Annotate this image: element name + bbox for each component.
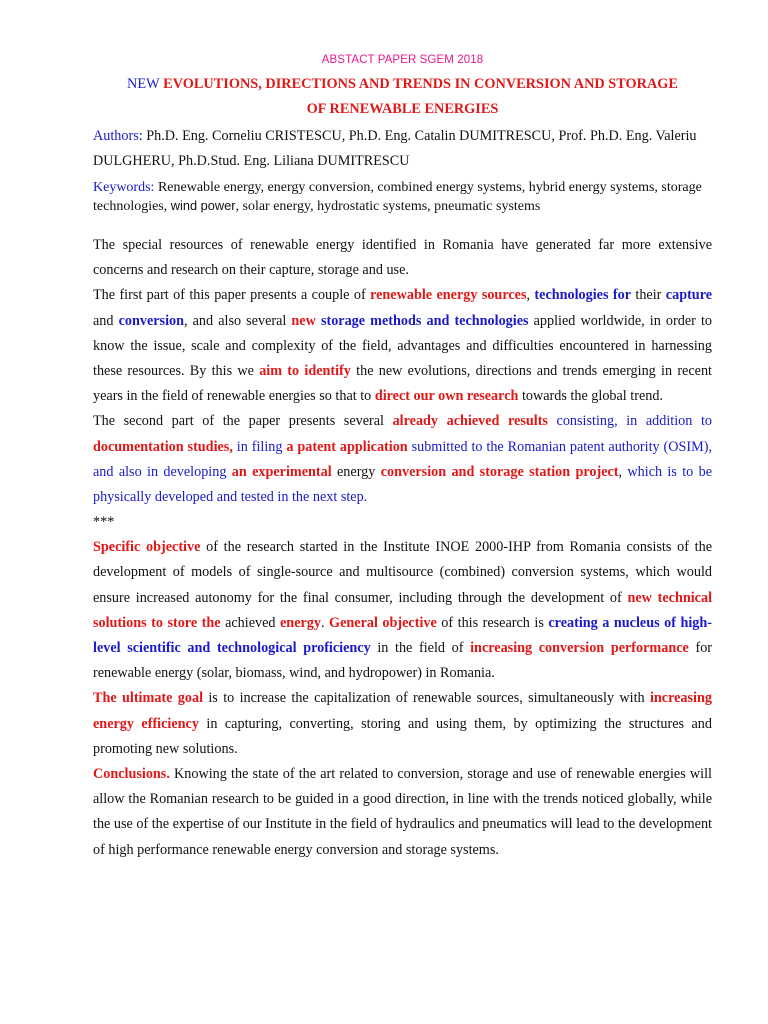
p4-highlight-red: increasing conversion performance	[470, 640, 689, 657]
keywords-text-b: , solar energy, hydrostatic systems, pneumatic systems	[235, 199, 541, 214]
abstract-label: ABSTACT PAPER SGEM 2018	[321, 54, 484, 66]
p2-text: ,	[526, 287, 535, 304]
p5-highlight-red: increasing energy efficiency	[93, 690, 712, 732]
p5-text: is to increase the capitalization of renewable sources, simultaneously with	[203, 690, 650, 707]
p4-text: .	[320, 614, 330, 631]
p2-highlight-blue: conversion	[118, 312, 184, 329]
p4-highlight-blue: creating a nucleus of high-level scientific and technological proficiency	[93, 614, 712, 657]
keywords-label: Keywords:	[93, 180, 155, 195]
title-line2: OF RENEWABLE ENERGIES	[306, 101, 499, 117]
p3-highlight-red: conversion and storage station project	[380, 463, 619, 480]
paragraph-2	[93, 283, 712, 409]
paragraph-6	[93, 762, 712, 863]
paragraph-1: The special resources of renewable energy identified in Romania have generated far more extensive concerns and research on their capture, storage and use.	[93, 237, 712, 279]
keywords-text-sans: wind power	[170, 198, 236, 213]
p2-highlight-red: renewable energy sources	[370, 287, 527, 304]
p2-highlight-red: aim to identify	[259, 363, 351, 380]
p4-highlight-red: Specific objective	[93, 539, 201, 556]
p3-highlight-red: already achieved results	[392, 413, 548, 430]
title-line1-rest: EVOLUTIONS, DIRECTIONS AND TRENDS IN CONVERSION AND STORAGE	[159, 76, 678, 92]
p3-text-blue: submitted to the Romanian patent authority (OSIM), and also in developing	[93, 438, 713, 480]
p2-highlight-red: new	[291, 312, 316, 329]
p6-text: Knowing the state of the art related to conversion, storage and use of renewable energies will allow the Romanian research to be guided in a good direction, in line with the trends noticed globally, while the use of the expertise of our Institute in the field of hydraulics and pneumatics will lead to the development of high performance renewable energy conversion and storage systems.	[93, 766, 712, 858]
title-first-word: NEW	[127, 76, 160, 92]
p2-highlight-red: direct our own research	[374, 388, 519, 405]
p2-text: and	[93, 312, 119, 329]
authors-label: Authors	[93, 128, 139, 144]
p5-highlight-red: The ultimate goal	[93, 690, 204, 707]
p6-highlight-red: Conclusions.	[93, 766, 170, 783]
p4-text: achieved	[220, 614, 280, 631]
p3-text: ,	[618, 463, 623, 480]
p4-text: for renewable energy (solar, biomass, wind, and hydropower) in Romania.	[93, 640, 713, 682]
section-separator: ***	[93, 514, 115, 531]
p2-highlight-blue: storage methods and technologies	[320, 312, 529, 329]
p2-text: , and also several	[184, 312, 292, 329]
p2-text: the new evolutions, directions and trends emerging in recent years in the field of renewable energies so that to	[93, 363, 712, 405]
p4-text: in the field of	[370, 640, 471, 657]
p4-highlight-red: energy	[280, 614, 321, 631]
p2-text: towards the global trend.	[518, 388, 663, 405]
authors-line	[93, 124, 712, 174]
p2-text: their	[631, 287, 666, 304]
p3-text-blue: in filing	[232, 438, 287, 455]
p2-text: applied worldwide, in order to know the issue, scale and complexity of the field, advantages and difficulties encountered in harnessing these resources. By this we	[93, 312, 712, 380]
p3-text-blue: which is to be physically developed and tested in the next step.	[93, 463, 712, 506]
p3-text: The second part of the paper presents several	[93, 413, 393, 430]
paper-title	[93, 72, 712, 122]
p3-highlight-red: a patent application	[286, 438, 408, 455]
p3-text: energy	[331, 463, 381, 480]
abstract-body	[93, 233, 712, 863]
p4-text: of this research is	[436, 614, 549, 631]
paragraph-3	[93, 409, 712, 510]
document-page	[93, 50, 712, 863]
p5-text: in capturing, converting, storing and using them, by optimizing the structures and promoting new solutions.	[93, 715, 712, 757]
p4-highlight-red: new technical solutions to store the	[93, 589, 713, 631]
keywords-line	[93, 179, 712, 216]
p2-text: The first part of this paper presents a couple of	[93, 287, 371, 304]
p2-highlight-blue: technologies for	[534, 287, 632, 304]
p3-text-blue: consisting, in addition to	[547, 413, 712, 430]
paragraph-4	[93, 535, 712, 686]
keywords-text-a: Renewable energy, energy conversion, combined energy systems, hybrid energy systems, storage technologies,	[93, 180, 702, 214]
p3-highlight-red: an experimental	[231, 463, 332, 480]
p2-highlight-blue: capture	[665, 287, 713, 304]
p4-text: of the research started in the Institute INOE 2000-IHP from Romania consists of the development of models of single-source and multisource (combined) conversion systems, which would ensure increased autonomy for the final consumer, including through the development of	[93, 539, 712, 606]
p4-highlight-red: General objective	[329, 614, 437, 631]
p3-highlight-red: documentation studies,	[93, 438, 233, 455]
paragraph-5	[93, 686, 712, 762]
authors-text: : Ph.D. Eng. Corneliu CRISTESCU, Ph.D. Eng. Catalin DUMITRESCU, Prof. Ph.D. Eng. Valeriu DULGHERU, Ph.D.Stud. Eng. Liliana DUMITRESCU	[93, 128, 697, 169]
